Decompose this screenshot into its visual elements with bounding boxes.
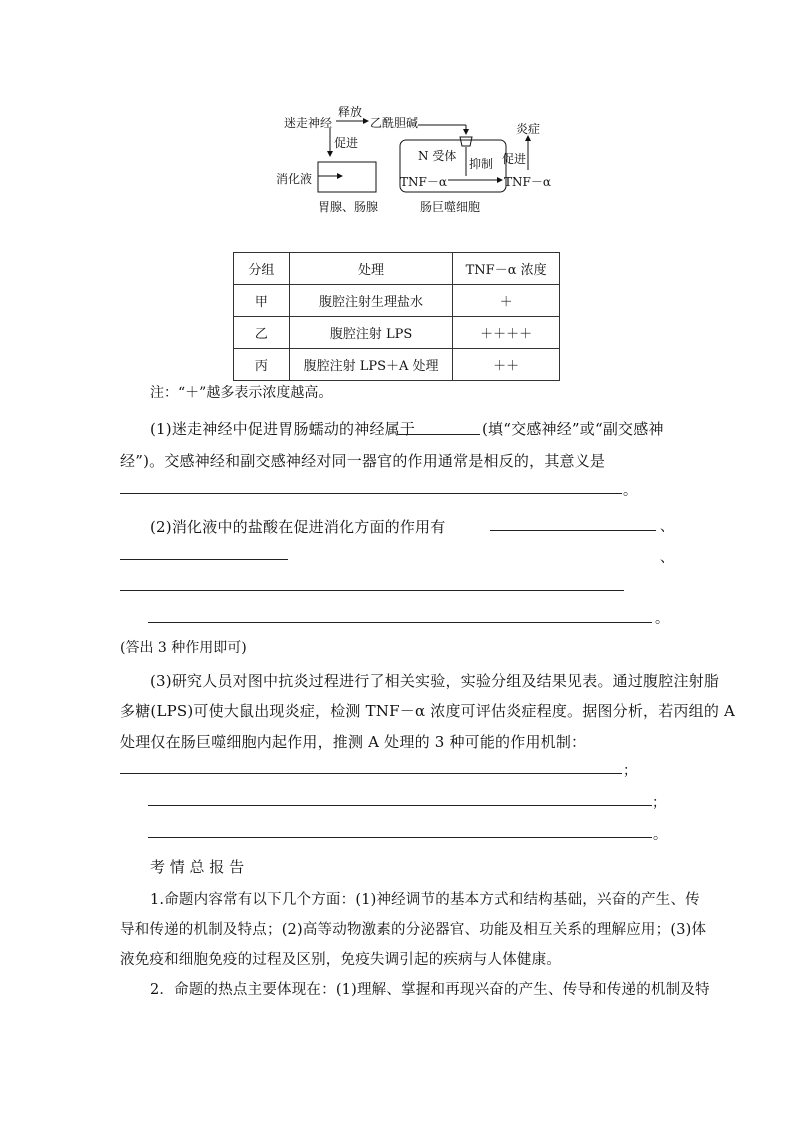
table-row — [234, 285, 560, 317]
q1-line2: 经”)。交感神经和副交感神经对同一器官的作用通常是相反的，其意义是 — [120, 452, 606, 470]
q2-answer-blank-2[interactable] — [120, 559, 288, 560]
q3-line1: (3)研究人员对图中抗炎过程进行了相关实验，实验分组及结果见表。通过腹腔注射脂 — [150, 672, 720, 690]
q2-answer-blank-1[interactable] — [490, 530, 656, 531]
report-p2-line1: 2．命题的热点主要体现在：(1)理解、掌握和再现兴奋的产生、传导和传递的机制及特 — [150, 982, 710, 998]
q1-line1-b: (填“交感神经”或“副交感神 — [482, 420, 664, 438]
q1-answer-blank-1[interactable] — [398, 434, 480, 435]
q3-end: 。 — [653, 827, 667, 843]
q2-line1: (2)消化液中的盐酸在促进消化方面的作用有 — [150, 518, 446, 536]
q3-answer-blank-1[interactable] — [120, 773, 622, 774]
table-header-row — [234, 253, 560, 285]
digestive-fluid-label: 消化液 — [276, 172, 313, 186]
table-cell: ＋ — [453, 285, 560, 317]
tnf-inside-label: TNF－α — [400, 175, 447, 189]
table-cell: 丙 — [234, 349, 290, 381]
table-cell: 腹腔注射 LPS＋A 处理 — [289, 349, 452, 381]
inflammation-label: 炎症 — [516, 122, 541, 136]
report-p1-line1: 1.命题内容常有以下几个方面：(1)神经调节的基本方式和结构基础，兴奋的产生、传 — [150, 892, 700, 908]
table-cell: 甲 — [234, 285, 290, 317]
q2-sep-2: 、 — [660, 550, 674, 566]
q1-end: 。 — [623, 483, 637, 499]
report-title: 考 情 总 报 告 — [150, 858, 245, 876]
macrophage-label: 肠巨噬细胞 — [420, 200, 481, 214]
q3-semicolon-2: ； — [652, 795, 666, 811]
table-note: 注：“＋”越多表示浓度越高。 — [150, 385, 333, 401]
n-receptor-label: N 受体 — [418, 149, 457, 163]
report-p1-line3: 液免疫和细胞免疫的过程及区别，免疫失调引起的疾病与人体健康。 — [120, 952, 561, 968]
table-cell: 乙 — [234, 317, 290, 349]
table-cell: ＋＋ — [453, 349, 560, 381]
q3-line3: 处理仅在肠巨噬细胞内起作用，推测 A 处理的 3 种可能的作用机制： — [120, 733, 587, 751]
table-cell: ＋＋＋＋ — [453, 317, 560, 349]
inhibit-label: 抑制 — [469, 157, 494, 171]
header-cell: TNF－α 浓度 — [453, 253, 560, 285]
q2-answer-blank-3[interactable] — [120, 590, 624, 591]
q1-line1-a: (1)迷走神经中促进胃肠蠕动的神经属于 — [150, 420, 416, 438]
q3-answer-blank-3[interactable] — [148, 837, 652, 838]
release-label: 释放 — [338, 105, 363, 119]
promote-label-right: 促进 — [502, 152, 527, 166]
gland-label: 胃腺、肠腺 — [318, 200, 379, 214]
q2-hint: (答出 3 种作用即可) — [120, 640, 247, 656]
q2-answer-blank-4[interactable] — [148, 622, 652, 623]
table-cell: 腹腔注射 LPS — [289, 317, 452, 349]
q1-answer-blank-2[interactable] — [120, 493, 622, 494]
q3-semicolon-1: ； — [623, 763, 637, 779]
tnf-outside-label: TNF－α — [504, 175, 551, 189]
ach-label: 乙酰胆碱 — [370, 116, 419, 130]
header-cell: 分组 — [234, 253, 290, 285]
report-p1-line2: 导和传递的机制及特点；(2)高等动物激素的分泌器官、功能及相互关系的理解应用；(3)体 — [120, 922, 707, 938]
q2-sep-1: 、 — [660, 519, 674, 535]
q2-end: 。 — [655, 611, 669, 627]
table-cell: 腹腔注射生理盐水 — [289, 285, 452, 317]
pathway-diagram — [270, 100, 570, 220]
table-row — [234, 317, 560, 349]
table-row — [234, 349, 560, 381]
q3-answer-blank-2[interactable] — [148, 805, 652, 806]
promote-label-left: 促进 — [334, 136, 359, 150]
experiment-table — [233, 252, 560, 381]
q3-line2: 多糖(LPS)可使大鼠出现炎症，检测 TNF－α 浓度可评估炎症程度。据图分析，若丙组的 A — [120, 702, 736, 720]
header-cell: 处理 — [289, 253, 452, 285]
vagus-label: 迷走神经 — [284, 116, 333, 130]
